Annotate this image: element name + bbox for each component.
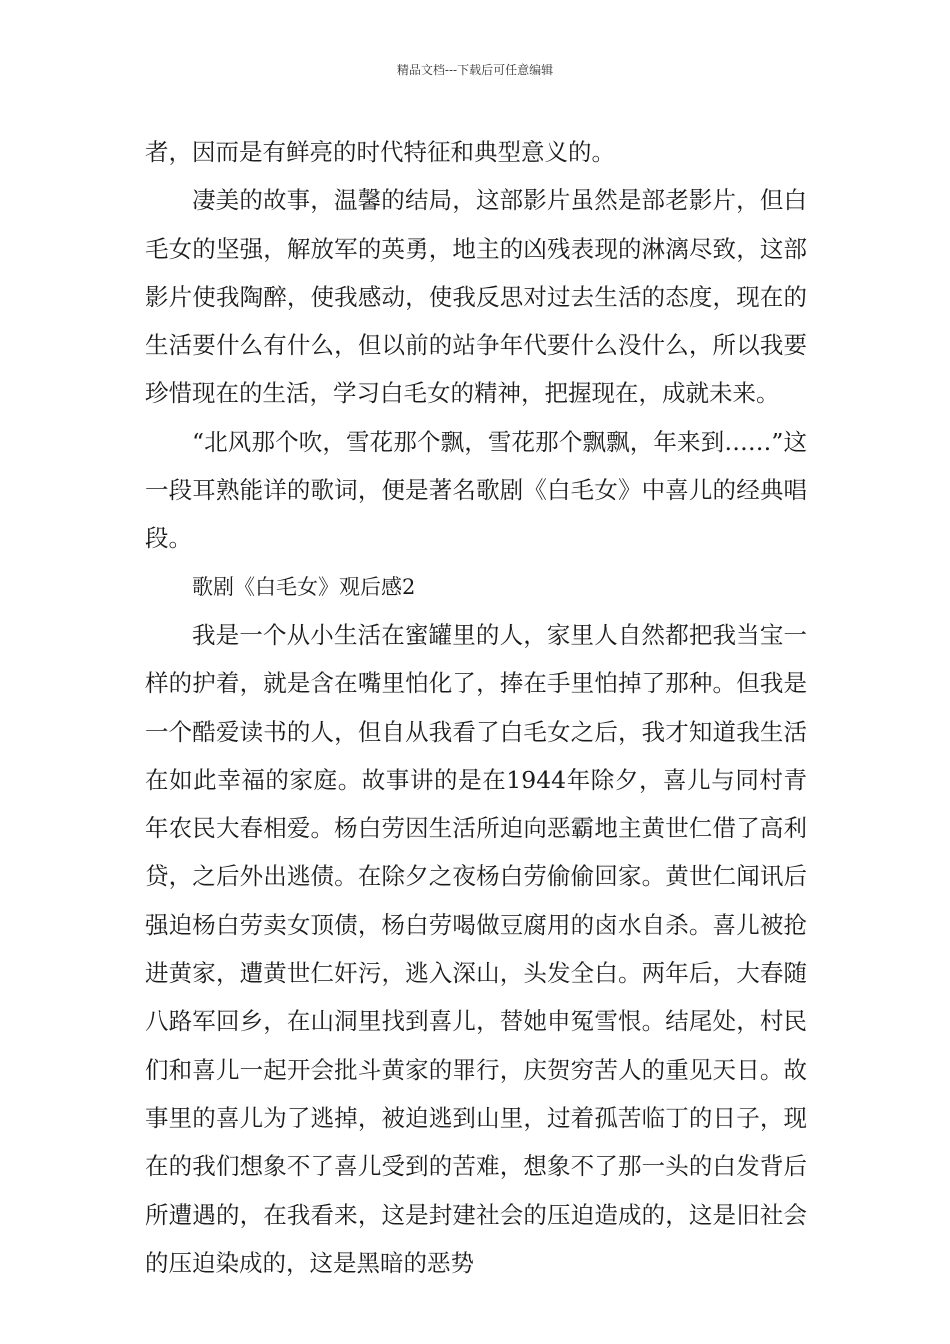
document-body bbox=[145, 128, 807, 1287]
paragraph: 凄美的故事，温馨的结局，这部影片虽然是部老影片，但白毛女的坚强，解放军的英勇，地主的凶残表现的淋漓尽致，这部影片使我陶醉，使我感动，使我反思对过去生活的态度，现在的生活要什么有什么，但以前的站争年代要什么没什么，所以我要珍惜现在的生活，学习白毛女的精神，把握现在，成就未来。 bbox=[145, 186, 807, 408]
paragraph: “北风那个吹，雪花那个飘，雪花那个飘飘，年来到……”这一段耳熟能详的歌词，便是著名歌剧《白毛女》中喜儿的经典唱段。 bbox=[145, 427, 807, 553]
paragraph: 我是一个从小生活在蜜罐里的人，家里人自然都把我当宝一样的护着，就是含在嘴里怕化了，捧在手里怕掉了那种。但我是一个酷爱读书的人，但自从我看了白毛女之后，我才知道我生活在如此幸福的家庭。故事讲的是在1944年除夕，喜儿与同村青年农民大春相爱。杨白劳因生活所迫向恶霸地主黄世仁借了高利贷，之后外出逃债。在除夕之夜杨白劳偷偷回家。黄世仁闻讯后强迫杨白劳卖女顶债，杨白劳喝做豆腐用的卤水自杀。喜儿被抢进黄家，遭黄世仁奸污，逃入深山，头发全白。两年后，大春随八路军回乡，在山洞里找到喜儿，替她申冤雪恨。结尾处，村民们和喜儿一起开会批斗黄家的罪行，庆贺穷苦人的重见天日。故事里的喜儿为了逃掉，被迫逃到山里，过着孤苦临丁的日子，现在的我们想象不了喜儿受到的苦难，想象不了那一头的白发背后所遭遇的，在我看来，这是封建社会的压迫造成的，这是旧社会的压迫染成的，这是黑暗的恶势 bbox=[145, 620, 807, 1277]
paragraph-continuation: 者，因而是有鲜亮的时代特征和典型意义的。 bbox=[145, 138, 615, 166]
section-title: 歌剧《白毛女》观后感2 bbox=[192, 574, 416, 599]
page-header: 精品文档---下载后可任意编辑 bbox=[396, 63, 554, 77]
